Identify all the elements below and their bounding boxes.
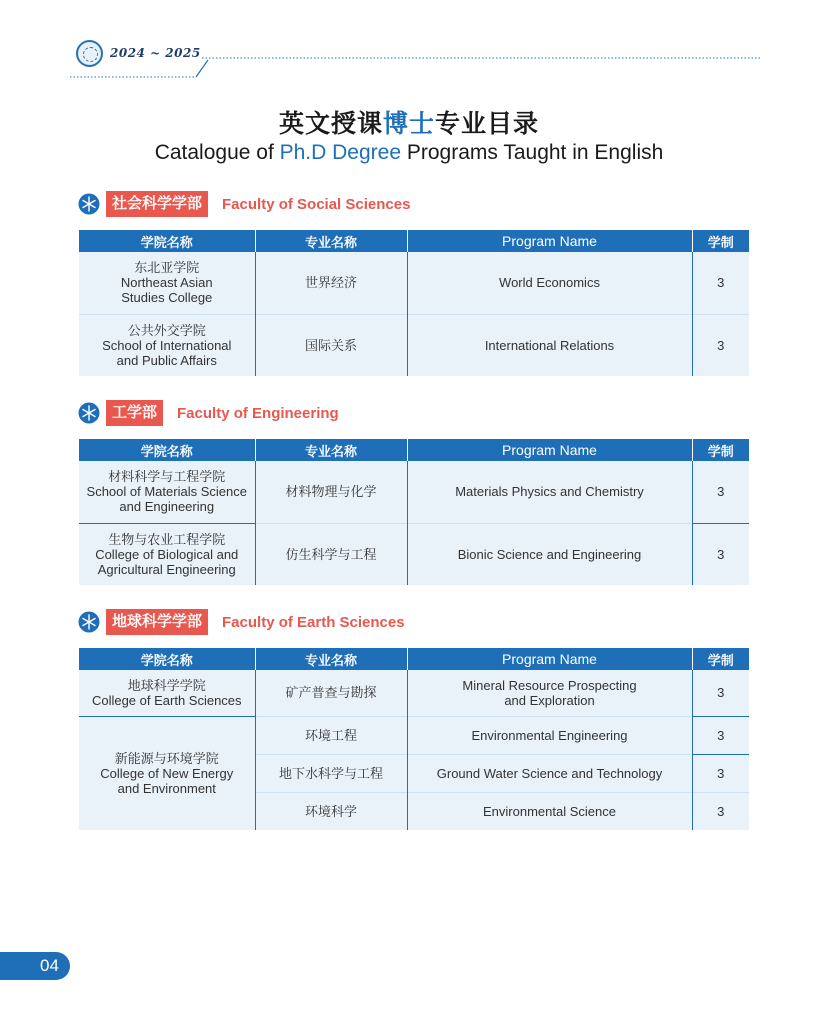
snowflake-icon [78,611,100,633]
duration-cell: 3 [692,670,749,716]
college-cell: 新能源与环境学院 College of New Energy and Environment [79,716,255,830]
duration-cell: 3 [692,716,749,754]
section-header-engineering [78,399,339,427]
col-header-duration: 学制 [692,230,749,252]
col-header-major: 专业名称 [255,439,407,461]
duration-cell: 3 [692,252,749,314]
program-table-earth-sciences [79,648,749,830]
table-row [79,461,749,523]
snowflake-icon [78,193,100,215]
program-cell: Ground Water Science and Technology [407,754,692,792]
faculty-name-cn: 地球科学学部 [106,609,208,635]
college-cell: 地球科学学院 College of Earth Sciences [79,670,255,716]
table-row [79,314,749,376]
page-title-cn: 英文授课博士专业目录 [278,109,540,138]
col-header-program: Program Name [407,439,692,461]
college-cell: 材料科学与工程学院 School of Materials Science and Engineering [79,461,255,523]
program-cell: World Economics [407,252,692,314]
faculty-name-en: Faculty of Engineering [177,404,339,422]
faculty-name-en: Faculty of Earth Sciences [222,613,405,631]
college-cell: 生物与农业工程学院 College of Biological and Agricultural Engineering [79,523,255,585]
col-header-college: 学院名称 [79,439,255,461]
col-header-college: 学院名称 [79,648,255,670]
col-header-duration: 学制 [692,648,749,670]
table-header-row [79,439,749,461]
program-cell: Bionic Science and Engineering [407,523,692,585]
col-header-college: 学院名称 [79,230,255,252]
duration-cell: 3 [692,754,749,792]
table-row [79,523,749,585]
program-cell: Mineral Resource Prospecting and Exploration [407,670,692,716]
snowflake-icon [78,402,100,424]
major-cell: 矿产普查与勘探 [255,670,407,716]
table-row [79,716,749,754]
program-cell: Environmental Science [407,792,692,830]
table-header-row [79,648,749,670]
major-cell: 材料物理与化学 [255,461,407,523]
section-header-social-sciences [78,190,410,218]
major-cell: 仿生科学与工程 [255,523,407,585]
program-cell: Environmental Engineering [407,716,692,754]
header-years: 2024 ~ 2025 [110,46,201,60]
program-table-social-sciences [79,230,749,376]
college-cell: 东北亚学院 Northeast Asian Studies College [79,252,255,314]
page-title-en: Catalogue of Ph.D Degree Programs Taught in English [154,141,664,164]
faculty-name-en: Faculty of Social Sciences [222,195,411,213]
college-cell: 公共外交学院 School of International and Public Affairs [79,314,255,376]
col-header-program: Program Name [407,648,692,670]
table-row [79,252,749,314]
col-header-program: Program Name [407,230,692,252]
table-row [79,670,749,716]
header-rule [70,56,770,86]
page-header [0,0,818,90]
col-header-duration: 学制 [692,439,749,461]
col-header-major: 专业名称 [255,230,407,252]
major-cell: 环境科学 [255,792,407,830]
program-table-engineering [79,439,749,585]
major-cell: 世界经济 [255,252,407,314]
table-header-row [79,230,749,252]
duration-cell: 3 [692,792,749,830]
program-cell: International Relations [407,314,692,376]
duration-cell: 3 [692,314,749,376]
duration-cell: 3 [692,523,749,585]
major-cell: 国际关系 [255,314,407,376]
major-cell: 地下水科学与工程 [255,754,407,792]
section-header-earth-sciences [78,608,405,636]
duration-cell: 3 [692,461,749,523]
program-cell: Materials Physics and Chemistry [407,461,692,523]
page-number: 04 [0,952,70,980]
faculty-name-cn: 社会科学学部 [106,191,208,217]
faculty-name-cn: 工学部 [106,400,163,426]
major-cell: 环境工程 [255,716,407,754]
col-header-major: 专业名称 [255,648,407,670]
